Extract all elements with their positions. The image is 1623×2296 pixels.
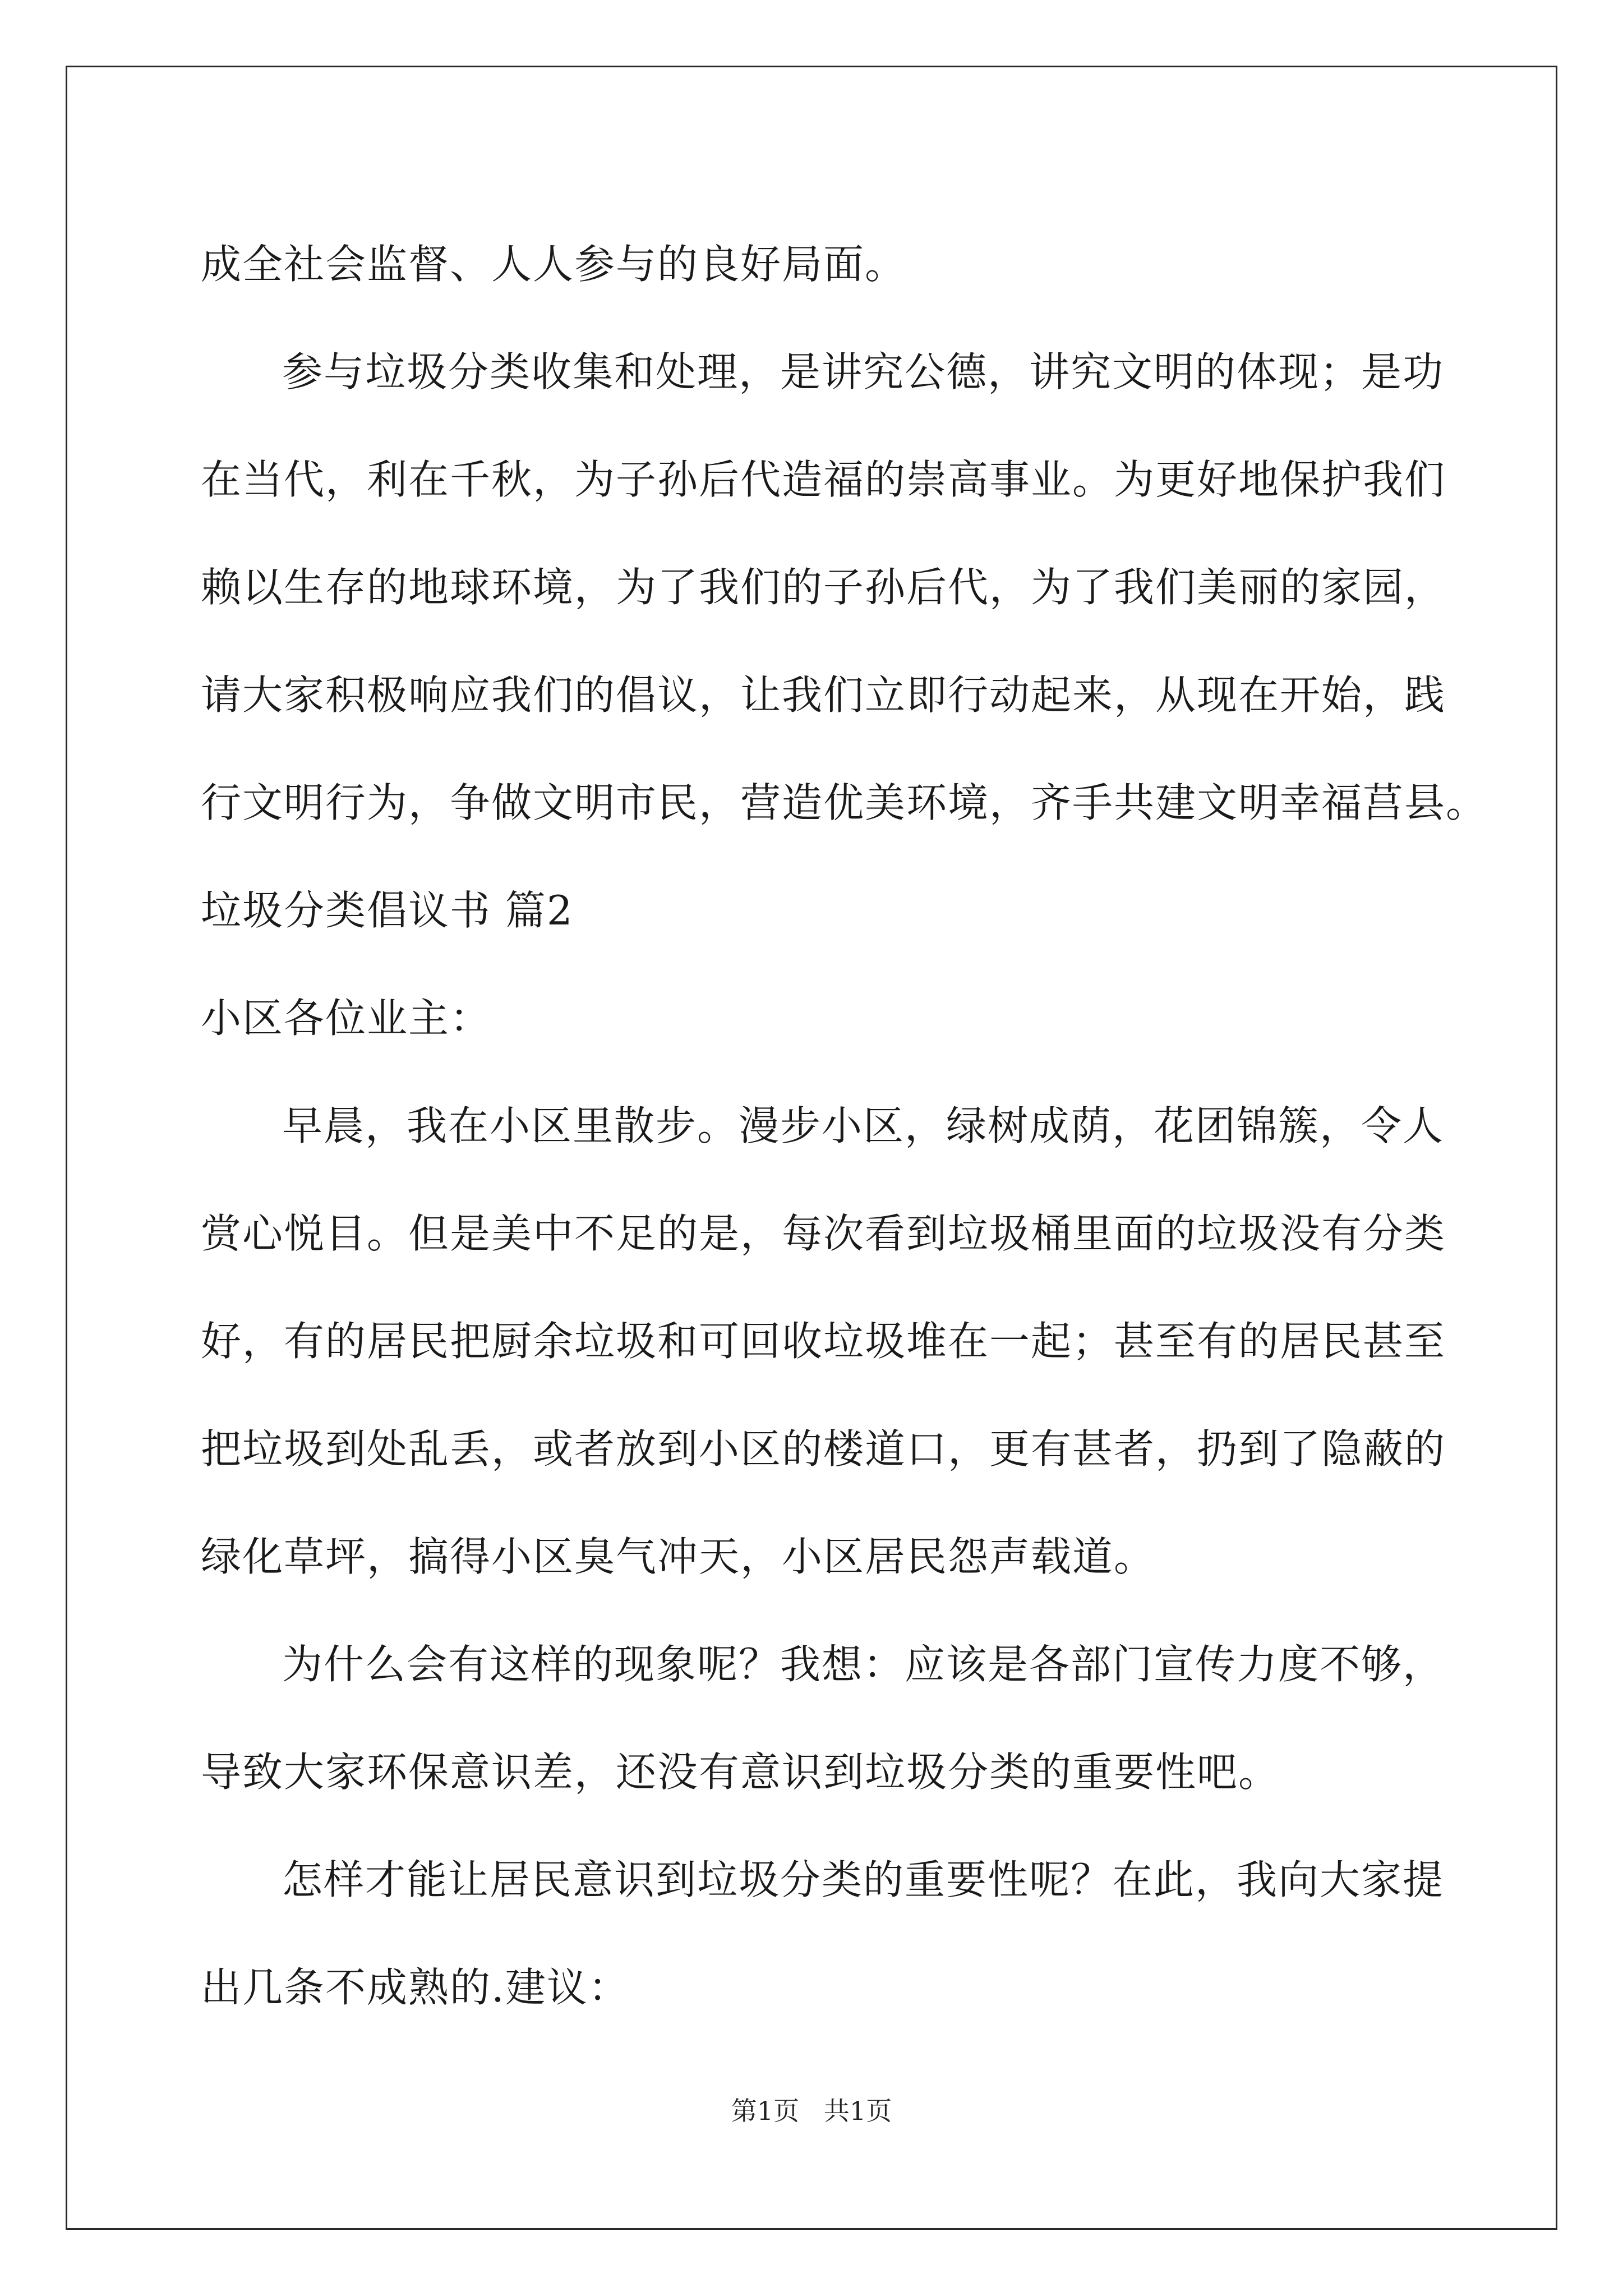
text-line: 请大家积极响应我们的倡议，让我们立即行动起来，从现在开始，践 (201, 671, 1446, 719)
section-heading: 垃圾分类倡议书 篇2 (201, 887, 574, 934)
text-line: 赖以生存的地球环境，为了我们的子孙后代，为了我们美丽的家园， (201, 564, 1446, 611)
text-line: 行文明行为，争做文明市民，营造优美环境，齐手共建文明幸福莒县。 (201, 779, 1488, 826)
document-body (201, 210, 1488, 2041)
text-line: 怎样才能让居民意识到垃圾分类的重要性呢？在此，我向大家提 (282, 1856, 1445, 1903)
text-line: 赏心悦目。但是美中不足的是，每次看到垃圾桶里面的垃圾没有分类 (201, 1210, 1446, 1257)
text-line: 把垃圾到处乱丢，或者放到小区的楼道口，更有甚者，扔到了隐蔽的 (201, 1425, 1446, 1473)
text-line: 为什么会有这样的现象呢？我想：应该是各部门宣传力度不够， (282, 1641, 1445, 1688)
text-line: 成全社会监督、人人参与的良好局面。 (201, 241, 907, 288)
text-line: 导致大家环保意识差，还没有意识到垃圾分类的重要性吧。 (201, 1749, 1280, 1796)
text-line: 出几条不成熟的.建议： (201, 1964, 630, 2011)
page-footer: 第1页 共1页 (731, 2096, 892, 2126)
salutation: 小区各位业主： (201, 995, 492, 1042)
text-line: 早晨，我在小区里散步。漫步小区，绿树成荫，花团锦簇，令人 (282, 1102, 1445, 1149)
text-line: 好，有的居民把厨余垃圾和可回收垃圾堆在一起；甚至有的居民甚至 (201, 1318, 1446, 1365)
text-line: 绿化草坪，搞得小区臭气冲天，小区居民怨声载道。 (201, 1533, 1156, 1580)
text-line: 在当代，利在千秋，为子孙后代造福的崇高事业。为更好地保护我们 (201, 456, 1446, 503)
text-line: 参与垃圾分类收集和处理，是讲究公德，讲究文明的体现；是功 (282, 348, 1445, 395)
